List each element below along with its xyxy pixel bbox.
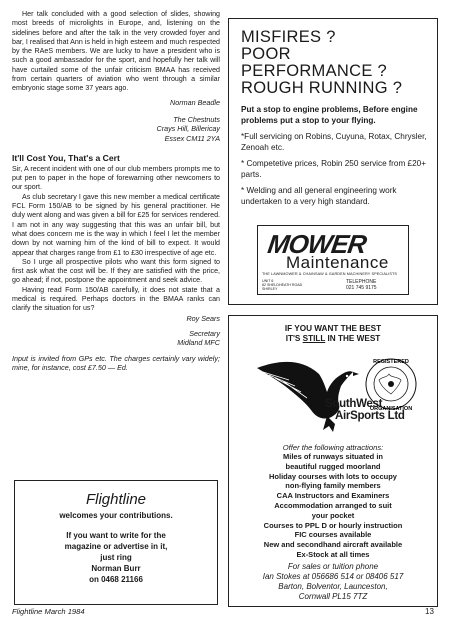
- headline-part: IT'S: [285, 334, 303, 343]
- mower-headline-line: PERFORMANCE ?: [241, 62, 388, 80]
- attraction-line: beautiful rugged moorland: [285, 461, 381, 471]
- letter-1-signature: Norman Beadle: [170, 97, 220, 107]
- southwest-headline: [229, 324, 437, 344]
- mower-telephone-label: TELEPHONE: [346, 279, 377, 285]
- southwest-brand: [325, 398, 430, 422]
- letter-1-address-line: The Chestnuts: [173, 114, 220, 124]
- southwest-brand-line2: AirSports Ltd: [335, 410, 405, 422]
- letter-2-signature: Roy Sears: [186, 313, 220, 323]
- attraction-line: Accommodation arranged to suit: [274, 500, 392, 510]
- editor-note: Input is invited from GPs etc. The charges certainly vary widely; mine, for instance, cost £7.50 — Ed.: [12, 353, 220, 372]
- eagle-emblem-icon: [249, 350, 419, 436]
- mower-address-line: 82 SHELDHEATH ROAD: [262, 283, 303, 288]
- page-number: 13: [425, 607, 434, 616]
- southwest-contact: [229, 562, 437, 602]
- maintenance-logo-word: Maintenance: [286, 253, 389, 272]
- mower-maintenance-logo: [257, 225, 409, 295]
- letter-2-heading: It'll Cost You, That's a Cert: [12, 152, 120, 163]
- attraction-line: Holiday courses with lots to occupy: [269, 471, 397, 481]
- contact-line: Barton, Bolventor, Launceston,: [278, 581, 388, 591]
- attraction-line: your pocket: [311, 510, 355, 520]
- mower-logo-tagline: THE LAWNMOWER & CHAINSAW & GARDEN MACHINERY SPECIALISTS: [262, 272, 398, 276]
- mower-intro: Put a stop to engine problems, Before engine problems put a stop to your flying.: [241, 105, 418, 125]
- mower-bullet: *Full servicing on Robins, Cuyuna, Rotax, Chrysler, Zenoah etc.: [241, 132, 427, 152]
- southwest-headline-line2: [229, 334, 437, 344]
- mower-headline-line: MISFIRES ?: [241, 28, 336, 46]
- attraction-line: Miles of runways situated in: [282, 452, 384, 461]
- mower-address-line: UNIT 6: [262, 279, 274, 283]
- southwest-offer-heading: Offer the following attractions:: [282, 443, 384, 452]
- attraction-line: CAA Instructors and Examiners: [276, 491, 390, 501]
- flightline-contact-name: Norman Burr: [91, 564, 141, 573]
- letter-2-paragraph: So I urge all prospective pilots who want this form signed to first ask what the cost will be. If they are satisfied with the price, go ahead; if not, postpone the appointment and seek advice.: [12, 257, 220, 285]
- mower-bullet: * Competetive prices, Robin 250 service from £20+ parts.: [241, 159, 426, 179]
- attraction-line: New and secondhand aircraft available: [263, 540, 403, 550]
- headline-part: IN THE WEST: [325, 334, 381, 343]
- mower-address-line: SHIRLEY: [262, 287, 278, 292]
- attraction-line: non-flying family members: [285, 481, 381, 491]
- southwest-attractions: [229, 443, 437, 602]
- mower-maintenance-ad: [228, 18, 438, 305]
- flightline-line: just ring: [100, 553, 132, 562]
- letter-2-paragraph: As club secretary I gave this new member a medical certificate FCL Form 150/AB to be signed by his general practitioner. He duly went along and was given a bill for £25 for services rendered. I am not in any way suggesting that this was an unfair bill, but what does concern me is the way in which I feel I let the member down by not warning him of the kind of bill to expect. It would appear that charges range from £1 to £30 irrespective of age etc.: [12, 192, 220, 257]
- mower-telephone-number: 021 745 9175: [346, 285, 377, 291]
- southwest-headline-line1: IF YOU WANT THE BEST: [284, 324, 382, 333]
- mower-headline: [241, 29, 427, 97]
- flightline-contribution-box: [14, 480, 218, 605]
- seal-bottom-text: ORGANISATION: [369, 406, 413, 412]
- southwest-airsports-ad: [228, 315, 438, 607]
- letter-2-paragraph: Having read Form 150/AB carefully, it does not state that a medical is required. Perhaps doctors in the BMAA ranks can clarify the situation for us?: [12, 285, 220, 313]
- footer-publication: Flightline March 1984: [12, 607, 85, 616]
- flightline-phone: on 0468 21166: [89, 575, 143, 584]
- mower-logo-address: [262, 279, 302, 292]
- flightline-contact-text: [15, 530, 217, 585]
- mower-bullet: * Welding and all general engineering work undertaken to a very high standard.: [241, 186, 397, 206]
- letter-1-address-line: Crays Hill, Billericay: [156, 124, 220, 134]
- attraction-line: Courses to PPL D or hourly instruction: [263, 520, 403, 530]
- headline-emphasis: STILL: [302, 334, 326, 343]
- contact-line: Cornwall PL15 7TZ: [298, 591, 368, 601]
- flightline-line: If you want to write for the: [66, 531, 166, 540]
- seal-top-text: REGISTERED: [373, 359, 409, 365]
- southwest-brand-line1: SouthWest: [325, 398, 383, 410]
- letter-2-club: Midland MFC: [177, 338, 220, 348]
- mower-headline-line: POOR: [241, 45, 291, 63]
- flightline-welcome: welcomes your contributions.: [59, 511, 173, 520]
- flightline-line: magazine or advertise in it,: [64, 542, 168, 551]
- letter-2-role: Secretary: [189, 328, 220, 338]
- mower-logo-word: MOWER: [265, 229, 368, 259]
- mower-telephone: [346, 279, 377, 291]
- letter-2-paragraph: Sir, A recent incident with one of our club members prompts me to put pen to paper in the hope of forewarning other newcomers to our sport.: [12, 164, 220, 192]
- attraction-line: Ex-Stock at all times: [296, 549, 370, 559]
- flightline-title: Flightline: [85, 491, 147, 508]
- attraction-line: FIC courses available: [294, 530, 372, 540]
- mower-headline-line: ROUGH RUNNING ?: [241, 79, 403, 97]
- contact-line: For sales or tuition phone: [287, 561, 379, 571]
- left-column: [12, 10, 220, 372]
- contact-line: Ian Stokes at 056686 514 or 08406 517: [262, 571, 404, 581]
- letter-1-address-line: Essex CM11 2YA: [164, 133, 220, 143]
- letter-1-body: Her talk concluded with a good selection of slides, showing most breeds of microlights in Europe, and, listening on the sidelines before and after the talk in the very crowded foyer and bar, I realised that Ann is held in high esteem and much respected by the RAeS members. We are lucky to have a president who is such a good ambassador for the sport, and hopefully her talk will have curtailed some of the unfair criticism BMAA has received from certain quarters of aviation who went through a similar embryonic stage some 37 years ago.: [12, 10, 220, 93]
